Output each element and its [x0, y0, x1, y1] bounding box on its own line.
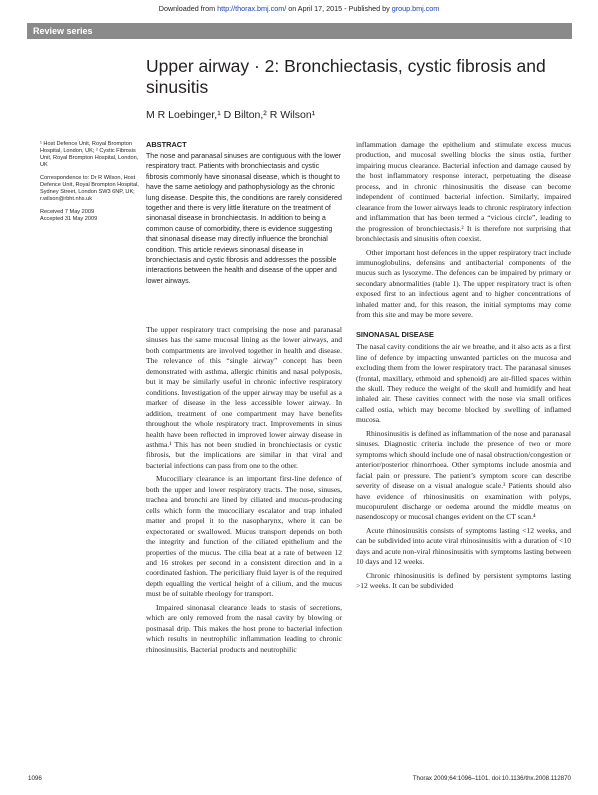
body-paragraph: Rhinosinusitis is defined as inflammation of the nose and paranasal sinuses. Diagnostic criteria include the presence of two or more symptoms which should include one of nasal obstruction/congestion or anterior/posterior rhinorrhoea. Other symptoms include anosmia and facial pain or pressure. The patient’s symptom score can describe severity of disease on a visual analogue scale.³ Patients should also have evidence of rhinosinusitis on examination with polyps, mucopurulent discharge or oedema around the middle meatus on nasendoscopy or mucosal changes evident on the CT scan.⁴ — [356, 428, 571, 522]
article-sidebar — [40, 141, 140, 229]
download-prefix: Downloaded from — [158, 4, 218, 13]
body-right-column — [356, 140, 571, 595]
download-notice — [0, 4, 598, 13]
body-paragraph: Mucociliary clearance is an important first-line defence of both the upper and lower respiratory tracts. The nose, sinuses, trachea and bronchi are lined by ciliated and mucus-producing cells which form the mucociliary escalator and trap inhaled matter and propel it to the nasopharynx, where it can be expectorated or swallowed. Mucus transport depends on both the integrity and function of the ciliated epithelium and the properties of the mucus. The cilia beat at a rate of between 12 and 16 strokes per second in a consistent direction and in a coordinated fashion. The periciliary fluid layer is of the required depth equalling the vertical height of a cilium, and the mucus must be of suitable rheology for transport. — [146, 474, 342, 599]
body-paragraph: Chronic rhinosinusitis is defined by persistent symptoms lasting >12 weeks. It can be subdivided — [356, 570, 571, 591]
abstract-heading: ABSTRACT — [146, 140, 187, 149]
body-paragraph: Acute rhinosinusitis consists of symptoms lasting <12 weeks, and can be subdivided into acute viral rhinosinusitis with a duration of <10 days and acute non-viral rhinosinusitis with symptoms lasting between 10 days and 12 weeks. — [356, 525, 571, 567]
section-heading: SINONASAL DISEASE — [356, 329, 434, 339]
body-left-column — [146, 325, 342, 658]
affiliations: ¹ Host Defence Unit, Royal Brompton Hospital, London, UK; ² Cystic Fibrosis Unit, Royal Brompton Hospital, London, UK — [40, 141, 139, 168]
accepted-date: Accepted 31 May 2009 — [40, 216, 98, 222]
section-bar: Review series — [27, 23, 572, 39]
abstract-text: The nose and paranasal sinuses are contiguous with the lower respiratory tract. Patients with bronchiectasis and cystic fibrosis commonly have sinonasal disease, which is thought to have the same aetiology and pathophysiology as the chronic lung disease. Despite this, the conditions are rarely considered together and there is very little literature on the treatment of sinonasal disease in bronchiectasis. In addition to being a common cause of comorbidity, there is evidence suggesting that sinonasal disease may directly influence the bronchial condition. This article reviews sinonasal disease in bronchiectasis and cystic fibrosis and addresses the possible interactions between the health and disease of the upper and lower airways. — [146, 153, 342, 285]
group-bmj-link[interactable]: group.bmj.com — [391, 4, 440, 13]
body-paragraph: The upper respiratory tract comprising the nose and paranasal sinuses has the same mucosal lining as the lower airways, and both compartments are involved together in health and disease. The relevance of this “single airway” concept has been demonstrated with asthma, allergic rhinitis and nasal polyposis, but it may be similarly useful in chronic infective respiratory conditions. Investigation of the upper airway may be useful as a marker of disease in the less accessible lower airway. In addition, treatment of one compartment may have benefits throughout the whole respiratory tract. Improvements in sinus health have been reflected in improved lower airway disease in asthma.¹ This has not been studied in bronchiectasis or cystic fibrosis, but the implications are similar in that viral and bacterial infections can pass from one to the other. — [146, 325, 342, 470]
page-number: 1096 — [28, 775, 42, 782]
article-title: Upper airway · 2: Bronchiectasis, cystic fibrosis and sinusitis — [146, 56, 546, 97]
body-paragraph: Other important host defences in the upper respiratory tract include immunoglobulins, defensins and antibacterial components of the mucus such as lysozyme. The defences can be impaired by primary or secondary abnormalities (table 1). The upper respiratory tract is often exposed first to an infectious agent and to higher concentrations of inhaled matter and, for this reason, the initial symptoms may come from this site and may be more severe. — [356, 247, 571, 320]
body-paragraph: Impaired sinonasal clearance leads to stasis of secretions, which are only removed from the nasal cavity by blowing or postnasal drip. This makes the host prone to bacterial infection which results in neutrophilic inflammation leading to chronic rhinosinusitis. Bacterial products and neutrophilic — [146, 602, 342, 654]
download-middle: on April 17, 2015 - Published by — [286, 4, 392, 13]
received-date: Received 7 May 2009 — [40, 209, 95, 215]
body-paragraph: The nasal cavity conditions the air we breathe, and it also acts as a first line of defence by impacting unwanted particles on the mucosa and excluding them from the lower respiratory tract. The paranasal sinuses (frontal, maxillary, ethmoid and sphenoid) are air-filled spaces within the skull. They reduce the weight of the skull and humidify and heat inhaled air. These cavities connect with the nose via small orifices called ostia, which may become blocked by swelling of inflamed mucosa. — [356, 342, 571, 425]
correspondence: Correspondence to: Dr R Wilson, Host Defence Unit, Royal Brompton Hospital, Sydney Street, London SW3 6NP, UK; r.wilson@rbht.nhs.uk — [40, 175, 139, 202]
author-list: M R Loebinger,¹ D Bilton,² R Wilson¹ — [146, 109, 316, 121]
body-paragraph: inflammation damage the epithelium and stimulate excess mucus production, and mucosal swelling blocks the sinus ostia, further impairing mucus clearance. Bacterial infection and damage caused by the host inflammatory response interact, perpetuating the disease process, and in chronic rhinosinusitis the disease can become independent of continued bacterial infection. Similarly, impaired clearance from the lower airways leads to chronic respiratory infection and inflammation that has been termed a “vicious circle”, leading to the progression of bronchiectasis.² It is therefore not surprising that bronchiectasis and sinusitis often coexist. — [356, 140, 571, 244]
citation: Thorax 2009;64:1096–1101. doi:10.1136/thx.2008.112870 — [412, 775, 571, 782]
thorax-link[interactable]: http://thorax.bmj.com/ — [217, 4, 287, 13]
